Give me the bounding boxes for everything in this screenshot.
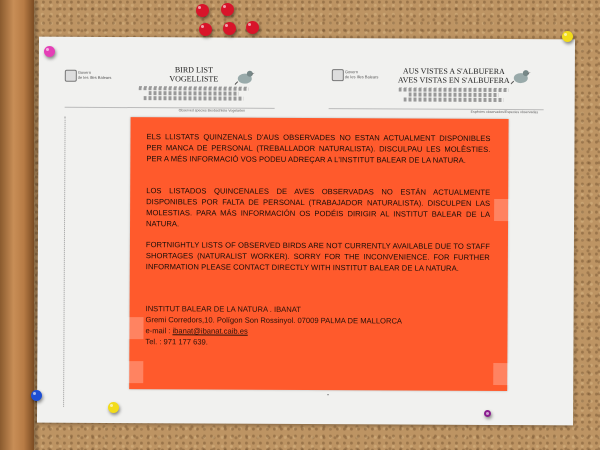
orange-notice xyxy=(129,117,508,391)
dotted-margin xyxy=(63,117,66,407)
header-right-title xyxy=(379,66,529,85)
red-pin-icon xyxy=(196,4,209,17)
gov-name-left-1: Govern xyxy=(77,69,91,75)
red-pin-icon xyxy=(199,23,212,36)
gov-name-left-2: de les Illes Balears xyxy=(77,74,112,80)
red-pin-icon xyxy=(221,3,234,16)
bird-logo-left-icon xyxy=(235,68,255,86)
sheet-header xyxy=(39,37,575,116)
contact-address: Gremi Corredors,10. Polígon Son Rossinyol. 07009 PALMA DE MALLORCA xyxy=(145,315,403,326)
blue-pin-icon xyxy=(31,390,42,401)
contact-email-label: e-mail : xyxy=(145,326,173,336)
header-left-footer: Observed species Beobachtete Vogelarten xyxy=(178,108,245,113)
header-right-footer: Espècies observades/Especies observadas xyxy=(470,109,539,115)
notice-text-catalan: ELS LLISTATS QUINZENALS D'AUS OBSERVADES NO ESTAN ACTUALMENT DISPONIBLES PER MANCA DE PERSONAL (TREBALLADOR NATURALISTA). DISCULPAU LES MOLÈSTIES. PER A MÉS INFORMACIÓ VOS PODEU ADREÇAR A L'INSTITUT BALEAR DE LA NATURA. xyxy=(146,132,491,165)
notice-text-english: FORTNIGHTLY LISTS OF OBSERVED BIRDS ARE NOT CURRENTLY AVAILABLE DUE TO STAFF SHORTAGES (NATURALIST WORKER). SORRY FOR THE INCONVENIENCE. FOR FURTHER INFORMATION PLEASE CONTACT DIRECTLY WITH INSTITUT BALEAR DE LA NATURA. xyxy=(145,240,490,273)
gov-name-right-1: Govern xyxy=(344,69,358,75)
yellow-pin-icon xyxy=(562,31,573,42)
header-left-title-line-1: BIRD LIST xyxy=(174,65,213,75)
government-logo-icon xyxy=(65,70,77,82)
header-left-title-line-2: VOGELLISTE xyxy=(169,74,219,84)
header-right-title-line-2: AVES VISTAS EN S'ALBUFERA xyxy=(397,75,510,86)
bird-list-sheet: Govern de les Illes Balears BIRD LIST VOGELLISTE Observed species Beobachtete Vogelarten Govern de les Illes Balears AUS VISTES A S'ALBUFERA AVES VISTAS EN S'ALBUFERA Espècies observades/Especies observadas ELS LLISTATS QUINZENALS D'AUS OBSERVADES NO ESTAN ACTUALMENT DISPONIBLES PER MANCA DE PERSONAL (TREBALLADOR NATURALISTA). DISCULPAU LES MOLÈSTIES. PER A MÉS INFORMACIÓ VOS PODEU ADREÇAR A L'INSTITUT BALEAR DE LA NATURA. LOS LISTADOS QUINCENALES DE AVES OBSERVADAS NO ESTÁN ACTUALMENTE DISPONIBLES POR FALTA DE PERSONAL (TRABAJADOR NATURALISTA). DISCULPEN LAS MOLESTIAS. PARA MÁS INFORMACIÓN OS PODÉIS DIRIGIR AL INSTITUT BALEAR DE LA NATURA. FORTNIGHTLY LISTS OF OBSERVED BIRDS ARE NOT CURRENTLY AVAILABLE DUE TO STAFF SHORTAGES (NATURALIST WORKER). SORRY FOR THE INCONVENIENCE. FOR FURTHER INFORMATION PLEASE CONTACT DIRECTLY WITH INSTITUT BALEAR DE LA NATURA. INSTITUT BALEAR DE LA NATURA . IBANAT Gremi Corredors,10. Polígon Son Rossinyol. 07009 PALMA DE MALLORCA e-mail : ibanat@ibanat.caib.es Tel. : 971 177 639. ▪ xyxy=(37,37,575,426)
contact-email-link[interactable]: ibanat@ibanat.caib.es xyxy=(172,326,248,336)
contact-phone: Tel. : 971 177 639. xyxy=(145,337,208,347)
contact-org: INSTITUT BALEAR DE LA NATURA . IBANAT xyxy=(145,304,301,314)
header-right-subtext xyxy=(379,86,529,103)
header-left-subtext xyxy=(119,85,269,102)
magenta-pin-icon xyxy=(44,46,55,57)
red-pin-icon xyxy=(223,22,236,35)
red-pin-icon xyxy=(246,21,259,34)
header-right-title-line-1: AUS VISTES A S'ALBUFERA xyxy=(402,66,505,77)
government-logo-right-icon xyxy=(332,69,344,81)
notice-text-spanish: LOS LISTADOS QUINCENALES DE AVES OBSERVADAS NO ESTÁN ACTUALMENTE DISPONIBLES POR FALTA DE PERSONAL (TRABAJADOR NATURALISTA). DISCULPEN LAS MOLESTIAS. PARA MÁS INFORMACIÓN OS PODÉIS DIRIGIR AL INSTITUT BALEAR DE LA NATURA. xyxy=(146,186,491,229)
gov-name-right-2: de les Illes Balears xyxy=(344,74,379,80)
bird-logo-right-icon xyxy=(511,67,531,85)
wooden-frame xyxy=(0,0,34,450)
yellow-pin-icon xyxy=(108,402,119,413)
purple-pin-icon xyxy=(484,410,491,417)
contact-block xyxy=(145,303,465,349)
